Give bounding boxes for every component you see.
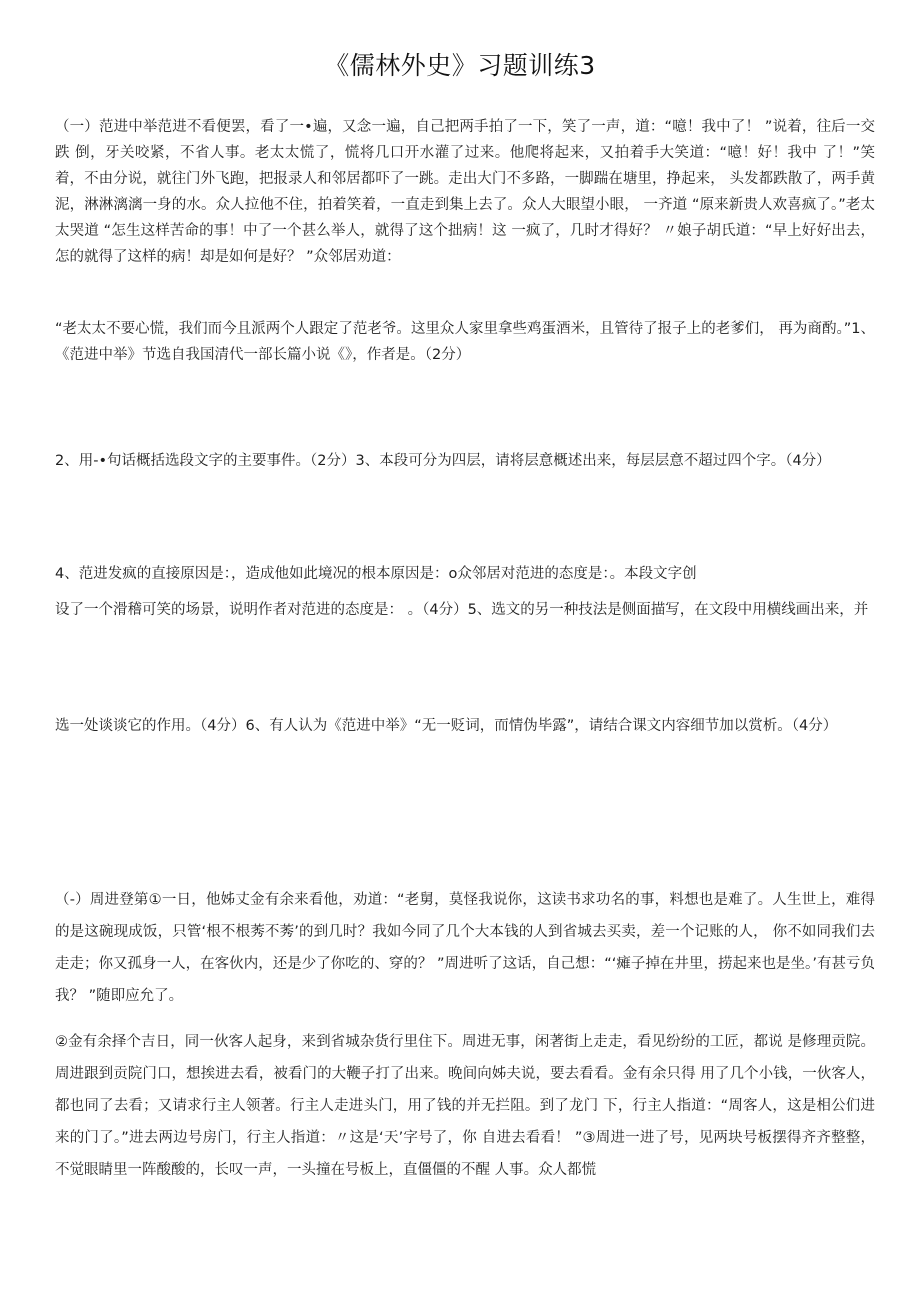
document-title: 《儒林外史》习题训练3 [324, 51, 596, 80]
passage-one-continuation: “老太太不要心慌，我们而今且派两个人跟定了范老爷。这里众人家里拿些鸡蛋酒米，且管待了报子上的老爹们， 再为商酌。”1、《范进中举》节选自我国清代一部长篇小说《》，作者是。（2分） [55, 321, 875, 363]
passage-two-para-1: （-）周进登第①一日，他姊丈金有余来看他，劝道：“老舅，莫怪我说你，这读书求功名的事，料想也是难了。人生世上，难得 的是这碗现成饭，只管‘根不根莠不莠’的到几时？我如今同了几个大本钱的人到省城去买卖，差一个记账的人， 你不如同我们去走走；你又孤身一人，在客伙内，还是少了你吃的、穿的？ ”周进听了这话，自己想：“‘瘫子掉在井里，捞起来也是坐。’有甚亏负我？ ”随即应允了。 [55, 892, 875, 1004]
question-2-3: 2、用-•句话概括选段文字的主要事件。（2分）3、本段可分为四层，请将层意概述出来，每层层意不超过四个字。（4分） [55, 453, 831, 469]
passage-one-text: （一）范进中举范进不看便罢，看了一•遍，又念一遍，自己把两手拍了一下，笑了一声，道：“噫！我中了！ ”说着，往后一交跌 倒，牙关咬紧，不省人事。老太太慌了，慌将几口开水灌了过来。他爬将起来，又拍着手大笑道：“噫！好！我中 了！”笑着，不由分说，就往门外飞跑，把报录人和邻居都吓了一跳。走出大门不多路，一脚踹在塘里，挣起来， 头发都跌散了，两手黄泥，淋淋漓漓一身的水。众人拉他不住，拍着笑着，一直走到集上去了。众人大眼望小眼， 一齐道 “原来新贵人欢喜疯了。”老太太哭道 “怎生这样苦命的事！中了一个甚么举人，就得了这个拙病！这 一疯了，几时才得好？ 〃娘子胡氏道：“早上好好出去，怎的就得了这样的病！却是如何是好？ ”众邻居劝道： [55, 119, 875, 265]
question-5-6: 选一处谈谈它的作用。（4分）6、有人认为《范进中举》“无一贬词，而情伪毕露”，请结合课文内容细节加以赏析。（4分） [55, 718, 838, 734]
question-4-5: 设了一个滑稽可笑的场景，说明作者对范进的态度是： 。（4分）5、选文的另一种技法是侧面描写，在文段中用横线画出来，并 [55, 602, 869, 618]
passage-two-para-2: ②金有余择个吉日，同一伙客人起身，来到省城杂货行里住下。周进无事，闲著街上走走，看见纷纷的工匠，都说 是修理贡院。周进跟到贡院门口，想挨进去看，被看门的大鞭子打了出来。晚间向姊夫说，要去看看。金有余只得 用了几个小钱，一伙客人，都也同了去看；又请求行主人领著。行主人走进头门，用了钱的并无拦阻。到了龙门 下，行主人指道：“周客人，这是相公们进来的门了。”进去两边号房门，行主人指道：〃这是‘天’字号了，你 自进去看看！ ”③周进一进了号，见两块号板摆得齐齐整整，不觉眼睛里一阵酸酸的，长叹一声，一头撞在号板上，直僵僵的不醒 人事。众人都慌 [55, 1034, 875, 1178]
question-4-line: 4、范进发疯的直接原因是：，造成他如此境况的根本原因是：o众邻居对范进的态度是：。本段文字创 [55, 566, 697, 582]
